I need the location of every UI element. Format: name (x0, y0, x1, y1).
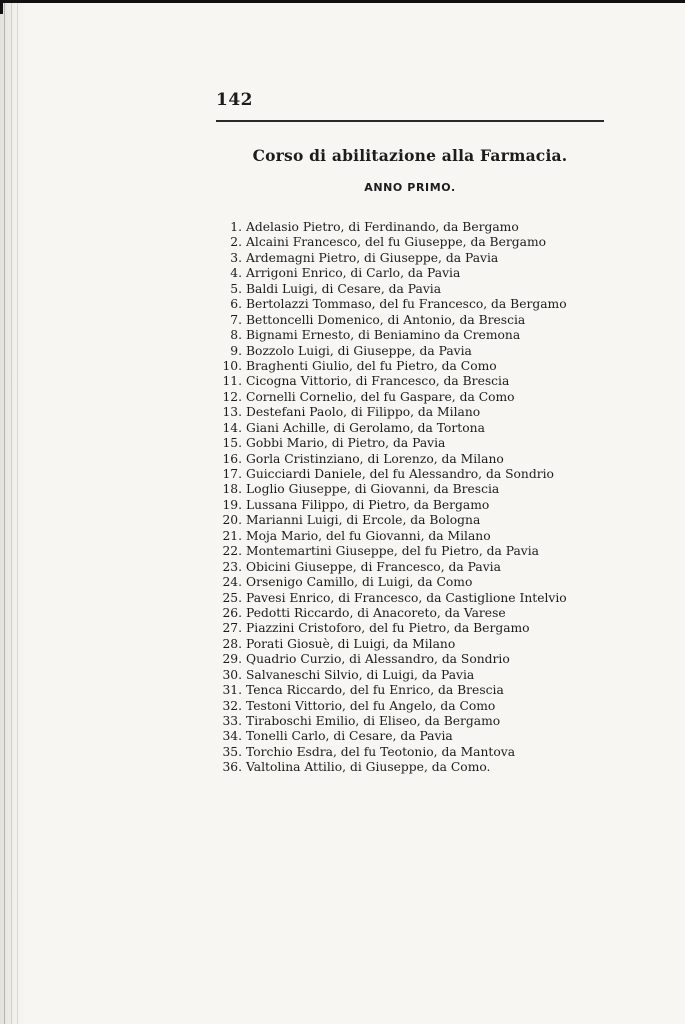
list-item (216, 498, 567, 513)
item-text: Salvaneschi Silvio, di Luigi, da Pavia (246, 667, 475, 682)
item-text: Valtolina Attilio, di Giuseppe, da Como. (246, 760, 491, 775)
list-item (216, 405, 567, 420)
item-text: Bettoncelli Domenico, di Antonio, da Brescia (246, 312, 526, 327)
item-number: 36. (222, 760, 242, 775)
list-item (216, 560, 567, 575)
item-number: 13. (222, 405, 242, 420)
list-item (216, 374, 567, 389)
item-text: Cornelli Cornelio, del fu Gaspare, da Como (246, 389, 515, 404)
item-text: Adelasio Pietro, di Ferdinando, da Bergamo (246, 220, 519, 234)
list-item (216, 282, 567, 297)
gutter-line (11, 0, 12, 1024)
item-number: 4. (230, 266, 242, 281)
page-gutter (0, 0, 26, 1024)
list-item (216, 266, 567, 281)
item-number: 22. (222, 544, 242, 559)
list-item (216, 591, 567, 606)
list-item (216, 652, 567, 667)
list-item (216, 745, 567, 760)
list-item (216, 251, 567, 266)
corner-mark (0, 0, 3, 14)
item-text: Testoni Vittorio, del fu Angelo, da Como (246, 698, 496, 713)
item-number: 10. (222, 358, 242, 373)
item-text: Alcaini Francesco, del fu Giuseppe, da Bergamo (246, 235, 547, 250)
item-text: Braghenti Giulio, del fu Pietro, da Como (246, 358, 497, 373)
list-item (216, 668, 567, 683)
page-number: 142 (216, 90, 253, 110)
item-text: Torchio Esdra, del fu Teotonio, da Mantova (246, 744, 516, 759)
item-text: Gobbi Mario, di Pietro, da Pavia (246, 436, 446, 451)
item-number: 24. (222, 575, 242, 590)
item-number: 6. (230, 297, 242, 312)
item-number: 8. (230, 328, 242, 343)
list-item (216, 760, 567, 775)
item-text: Giani Achille, di Gerolamo, da Tortona (246, 420, 485, 435)
list-item (216, 328, 567, 343)
item-number: 26. (222, 605, 242, 620)
list-item (216, 297, 567, 312)
item-text: Arrigoni Enrico, di Carlo, da Pavia (246, 266, 461, 281)
item-text: Cicogna Vittorio, di Francesco, da Brescia (246, 374, 510, 389)
item-text: Gorla Cristinziano, di Lorenzo, da Milano (246, 451, 504, 466)
item-text: Baldi Luigi, di Cesare, da Pavia (246, 281, 442, 296)
item-text: Tiraboschi Emilio, di Eliseo, da Bergamo (246, 714, 501, 728)
list-item (216, 359, 567, 374)
list-item (216, 313, 567, 328)
item-text: Bozzolo Luigi, di Giuseppe, da Pavia (246, 343, 472, 358)
item-number: 35. (222, 744, 242, 759)
gutter-line (4, 0, 5, 1024)
list-item (216, 529, 567, 544)
item-number: 32. (222, 698, 242, 713)
item-number: 15. (222, 436, 242, 451)
item-number: 28. (222, 636, 242, 651)
item-number: 5. (230, 281, 242, 296)
item-number: 17. (222, 467, 242, 481)
item-number: 25. (222, 590, 242, 605)
list-item (216, 344, 567, 359)
student-list (216, 220, 567, 776)
item-text: Orsenigo Camillo, di Luigi, da Como (246, 575, 473, 590)
list-item (216, 729, 567, 744)
item-text: Marianni Luigi, di Ercole, da Bologna (246, 513, 481, 528)
item-text: Tenca Riccardo, del fu Enrico, da Brescia (246, 683, 504, 698)
item-text: Quadrio Curzio, di Alessandro, da Sondrio (246, 652, 510, 667)
section-heading: ANNO PRIMO. (364, 181, 456, 194)
item-text: Bertolazzi Tommaso, del fu Francesco, da Bergamo (246, 297, 567, 312)
list-item (216, 513, 567, 528)
item-number: 29. (222, 652, 242, 667)
item-number: 27. (222, 621, 242, 636)
item-text: Pavesi Enrico, di Francesco, da Castiglione Intelvio (246, 590, 567, 605)
list-item (216, 575, 567, 590)
item-number: 18. (222, 482, 242, 497)
list-item (216, 714, 567, 729)
item-text: Loglio Giuseppe, di Giovanni, da Brescia (246, 482, 500, 497)
item-number: 3. (230, 250, 242, 265)
item-number: 11. (222, 374, 242, 389)
header-rule (216, 120, 604, 122)
item-text: Moja Mario, del fu Giovanni, da Milano (246, 528, 491, 543)
item-number: 19. (222, 497, 242, 512)
item-number: 30. (222, 667, 242, 682)
item-number: 31. (222, 683, 242, 698)
list-item (216, 436, 567, 451)
list-item (216, 235, 567, 250)
list-item (216, 621, 567, 636)
item-number: 14. (222, 420, 242, 435)
list-item (216, 467, 567, 482)
item-text: Tonelli Carlo, di Cesare, da Pavia (246, 729, 453, 744)
item-text: Porati Giosuè, di Luigi, da Milano (246, 636, 456, 651)
item-number: 1. (230, 220, 242, 234)
list-item (216, 637, 567, 652)
list-item (216, 606, 567, 621)
item-text: Guicciardi Daniele, del fu Alessandro, da Sondrio (246, 467, 554, 481)
item-number: 7. (230, 312, 242, 327)
list-item (216, 220, 567, 235)
list-item (216, 683, 567, 698)
top-edge-bar (0, 0, 685, 3)
item-text: Destefani Paolo, di Filippo, da Milano (246, 405, 481, 420)
item-text: Lussana Filippo, di Pietro, da Bergamo (246, 497, 490, 512)
item-number: 23. (222, 559, 242, 574)
list-item (216, 544, 567, 559)
list-item (216, 482, 567, 497)
list-item (216, 390, 567, 405)
item-number: 21. (222, 528, 242, 543)
list-item (216, 452, 567, 467)
list-item (216, 699, 567, 714)
item-number: 16. (222, 451, 242, 466)
item-text: Piazzini Cristoforo, del fu Pietro, da Bergamo (246, 621, 530, 636)
item-text: Obicini Giuseppe, di Francesco, da Pavia (246, 559, 501, 574)
item-text: Ardemagni Pietro, di Giuseppe, da Pavia (246, 250, 499, 265)
item-number: 34. (222, 729, 242, 744)
item-text: Bignami Ernesto, di Beniamino da Cremona (246, 328, 521, 343)
item-number: 2. (230, 235, 242, 250)
item-text: Pedotti Riccardo, di Anacoreto, da Varese (246, 605, 506, 620)
item-number: 33. (222, 714, 242, 728)
page-title: Corso di abilitazione alla Farmacia. (252, 146, 568, 165)
gutter-line (17, 0, 18, 1024)
item-number: 9. (230, 343, 242, 358)
item-text: Montemartini Giuseppe, del fu Pietro, da Pavia (246, 544, 540, 559)
list-item (216, 421, 567, 436)
item-number: 20. (222, 513, 242, 528)
item-number: 12. (222, 389, 242, 404)
